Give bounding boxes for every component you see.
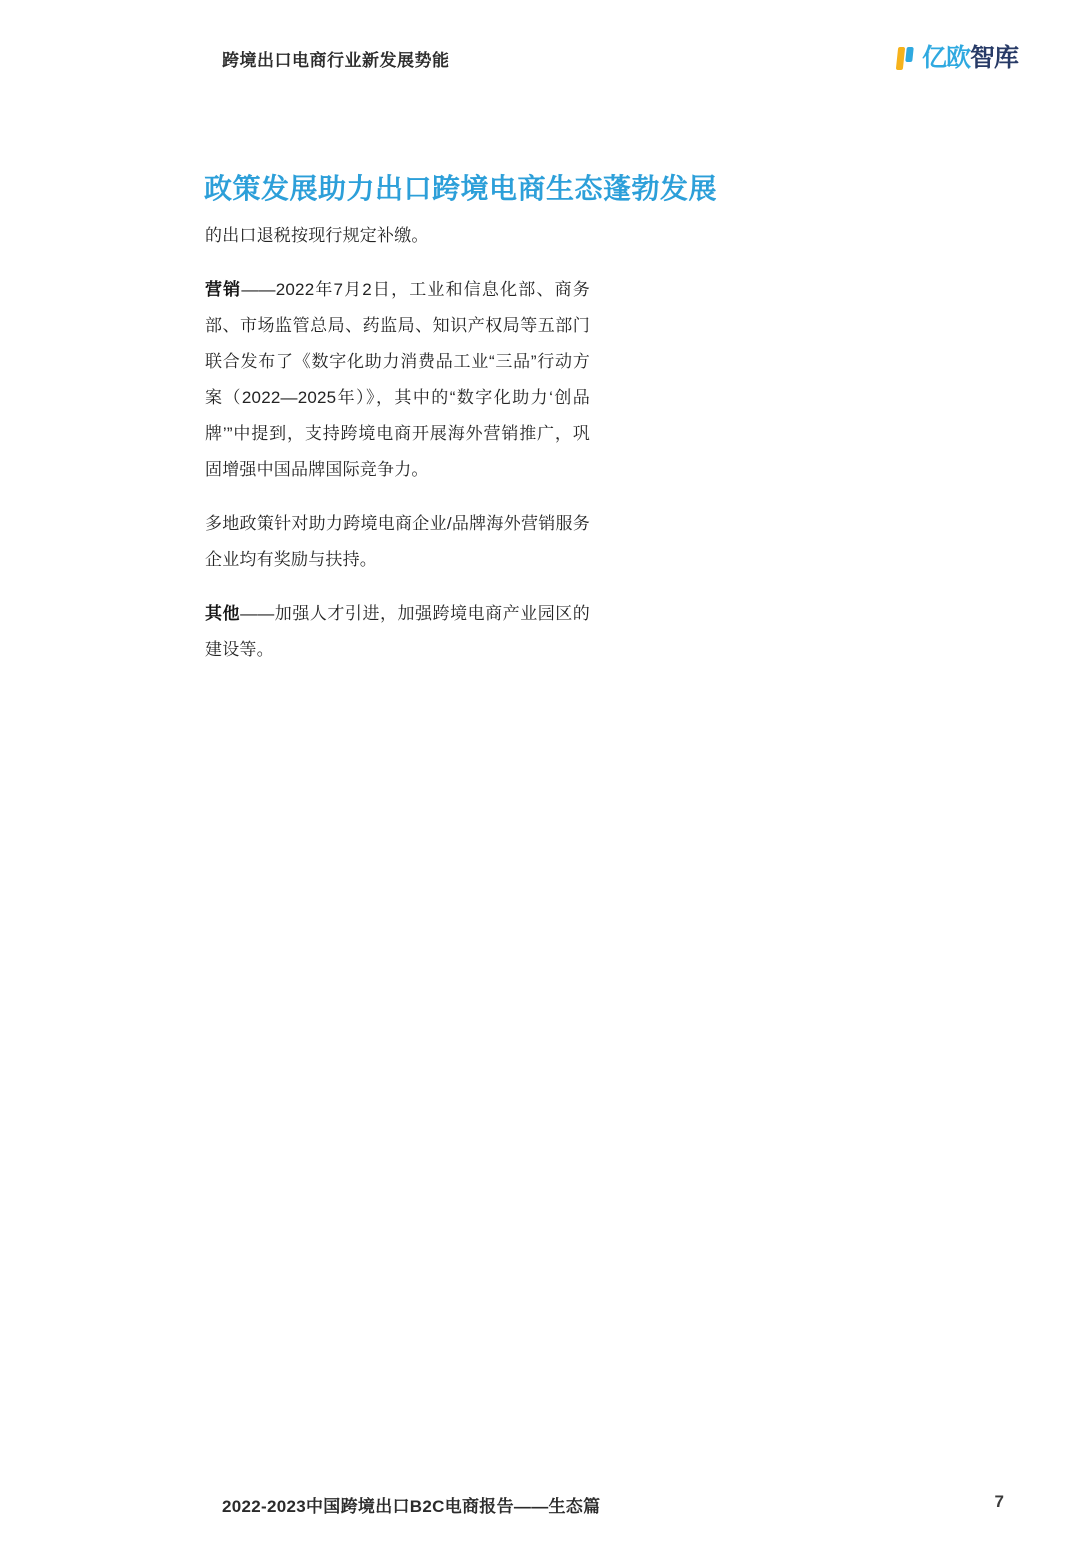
logo-text-primary: 亿欧 — [921, 43, 970, 72]
footer-report-title: 2022-2023中国跨境出口B2C电商报告——生态篇 — [222, 1497, 601, 1516]
paragraph-text: 的出口退税按现行规定补缴。 — [205, 226, 429, 245]
paragraph — [205, 272, 590, 488]
paragraph — [205, 506, 590, 578]
paragraph-text: ——2022年7月2日，工业和信息化部、商务部、市场监管总局、药监局、知识产权局等五部门联合发布了《数字化助力消费品工业“三品”行动方案（2022—2025年）》，其中的“数字化助力‘创品牌’”中提到，支持跨境电商开展海外营销推广，巩固增强中国品牌国际竞争力。 — [205, 280, 590, 479]
paragraph-text: ——加强人才引进，加强跨境电商产业园区的建设等。 — [205, 604, 590, 659]
paragraph — [205, 596, 590, 668]
body-text-column — [205, 218, 590, 668]
paragraph-lead: 其他 — [205, 604, 241, 623]
yiou-logo-icon — [896, 45, 918, 71]
logo-text-secondary: 智库 — [969, 43, 1018, 72]
paragraph-lead: 营销 — [205, 280, 242, 299]
page-header — [0, 38, 1080, 86]
running-title: 跨境出口电商行业新发展势能 — [222, 51, 450, 70]
paragraph — [205, 218, 590, 254]
logo-text — [921, 43, 1018, 72]
paragraph-text: 多地政策针对助力跨境电商企业/品牌海外营销服务企业均有奖励与扶持。 — [205, 514, 590, 569]
yiou-logo — [896, 38, 1018, 78]
section-title: 政策发展助力出口跨境电商生态蓬勃发展 — [204, 172, 718, 204]
page-number: 7 — [994, 1492, 1004, 1511]
page-footer — [0, 1492, 1080, 1522]
